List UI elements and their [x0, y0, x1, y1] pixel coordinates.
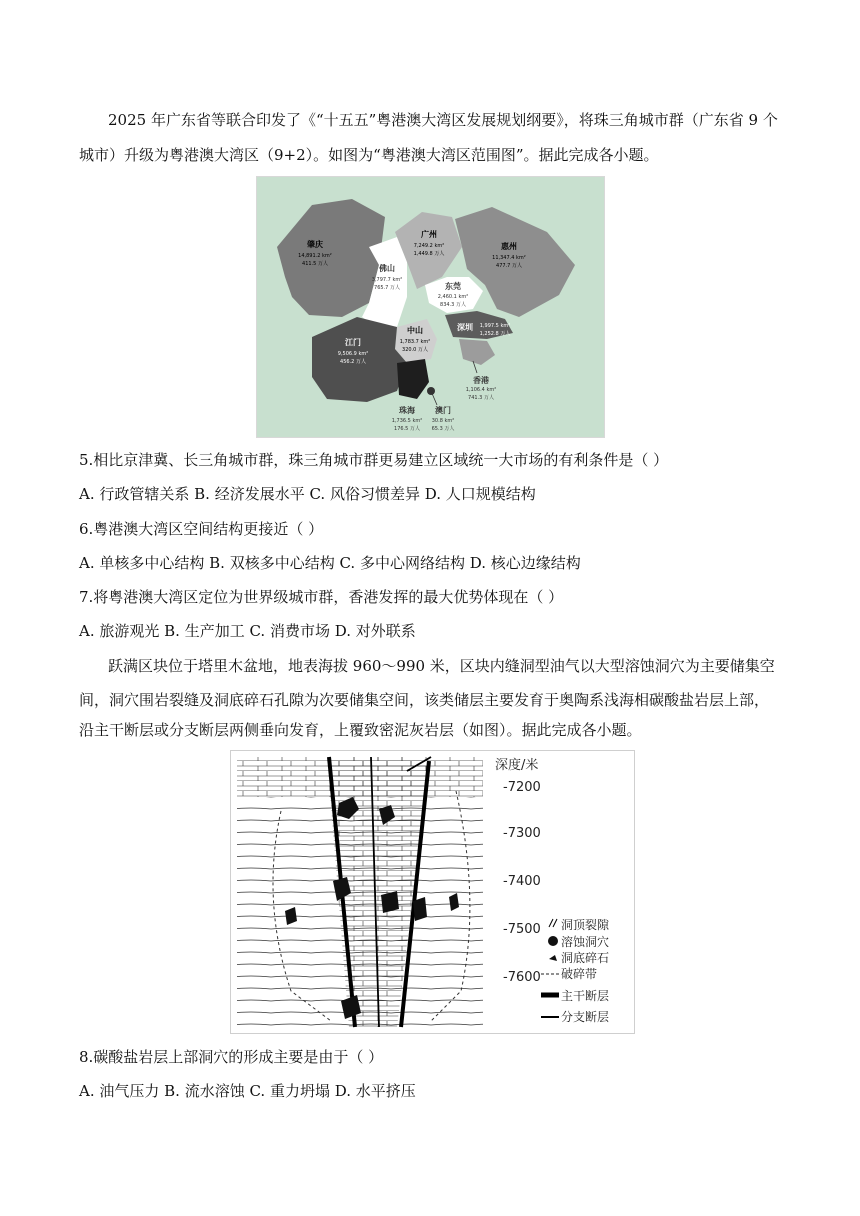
- region-hongkong: [459, 339, 495, 365]
- city-area: 1,736.5 km²: [391, 418, 423, 424]
- city-name: 东莞: [445, 282, 461, 291]
- city-pop: 456.2 万人: [340, 359, 366, 365]
- reservoir-section-figure: [230, 750, 635, 1034]
- depth-tick: -7400: [503, 874, 541, 889]
- intro2-line1: 跃满区块位于塔里木盆地，地表海拔 960～990 米，区块内缝洞型油气以大型溶蚀洞穴为主要储集空: [108, 657, 775, 675]
- city-area: 2,460.1 km²: [437, 294, 469, 300]
- city-name: 佛山: [379, 264, 395, 273]
- depth-tick: -7200: [503, 780, 541, 795]
- q8-stem: 8.碳酸盐岩层上部洞穴的形成主要是由于（ ）: [79, 1048, 384, 1066]
- region-zhuhai: [397, 359, 429, 399]
- q8-options: A. 油气压力 B. 流水溶蚀 C. 重力坍塌 D. 水平挤压: [79, 1082, 416, 1100]
- intro1-line1: 2025 年广东省等联合印发了《“十五五”粤港澳大湾区发展规划纲要》，将珠三角城市群（广东省 9 个: [108, 111, 778, 129]
- city-name: 珠海: [399, 406, 415, 415]
- legend-label: 分支断层: [561, 1010, 610, 1024]
- city-name: 中山: [407, 326, 423, 335]
- q5-stem: 5.相比京津冀、长三角城市群，珠三角城市群更易建立区域统一大市场的有利条件是（ ）: [79, 451, 669, 469]
- city-name: 江门: [345, 338, 361, 347]
- city-name: 深圳: [457, 323, 473, 332]
- city-name: 惠州: [501, 242, 517, 251]
- legend-label: 破碎带: [561, 967, 598, 981]
- city-pop: 741.3 万人: [468, 395, 494, 401]
- q7-stem: 7.将粤港澳大湾区定位为世界级城市群，香港发挥的最大优势体现在（ ）: [79, 588, 564, 606]
- legend-label: 主干断层: [561, 989, 610, 1003]
- city-area: 1,783.7 km²: [399, 339, 431, 345]
- map-svg: [257, 177, 604, 437]
- city-name: 澳门: [435, 406, 451, 415]
- legend-label: 溶蚀洞穴: [561, 935, 610, 949]
- city-area: 1,106.4 km²: [465, 387, 497, 393]
- city-pop: 65.3 万人: [431, 426, 455, 432]
- depth-tick: -7300: [503, 826, 541, 841]
- q6-options: A. 单核多中心结构 B. 双核多中心结构 C. 多中心网络结构 D. 核心边缘结构: [79, 554, 581, 572]
- cave: [413, 897, 427, 921]
- city-pop: 1,252.8 万人: [479, 331, 511, 337]
- intro1-line2: 城市）升级为粤港澳大湾区（9+2）。如图为“粤港澳大湾区范围图”。据此完成各小题。: [79, 146, 659, 164]
- city-area: 11,347.4 km²: [492, 255, 526, 261]
- legend-label: 洞底碎石: [561, 951, 610, 965]
- city-area: 3,797.7 km²: [371, 277, 403, 283]
- city-area: 7,249.2 km²: [413, 243, 445, 249]
- city-pop: 477.7 万人: [496, 263, 522, 269]
- greater-bay-area-map: [256, 176, 605, 438]
- city-pop: 765.7 万人: [374, 285, 400, 291]
- q6-stem: 6.粤港澳大湾区空间结构更接近（ ）: [79, 520, 324, 538]
- depth-tick: -7600: [503, 970, 541, 985]
- depth-axis-title: 深度/米: [495, 758, 539, 773]
- city-pop: 320.0 万人: [402, 347, 428, 353]
- city-area: 30.8 km²: [431, 418, 455, 424]
- city-pop: 1,449.8 万人: [413, 251, 445, 257]
- city-name: 香港: [473, 376, 489, 385]
- city-area: 9,506.9 km²: [337, 351, 369, 357]
- depth-tick: -7500: [503, 922, 541, 937]
- q7-options: A. 旅游观光 B. 生产加工 C. 消费市场 D. 对外联系: [79, 622, 416, 640]
- legend-label: 洞顶裂隙: [561, 918, 610, 932]
- city-area: 1,997.5 km²: [479, 323, 511, 329]
- q5-options: A. 行政管辖关系 B. 经济发展水平 C. 风俗习惯差异 D. 人口规模结构: [79, 485, 536, 503]
- city-name: 广州: [421, 230, 437, 239]
- legend: [541, 917, 610, 1024]
- intro2-line3: 沿主干断层或分支断层两侧垂向发育，上覆致密泥灰岩层（如图）。据此完成各小题。: [79, 721, 642, 739]
- section-svg: [231, 751, 634, 1033]
- intro2-line2: 间，洞穴围岩裂缝及洞底碎石孔隙为次要储集空间，该类储层主要发育于奥陶系浅海相碳酸盐岩层上部，: [79, 691, 770, 709]
- city-area: 14,891.2 km²: [298, 253, 332, 259]
- city-name: 肇庆: [307, 240, 323, 249]
- city-pop: 411.5 万人: [302, 261, 328, 267]
- city-pop: 834.3 万人: [440, 302, 466, 308]
- city-pop: 176.5 万人: [394, 426, 420, 432]
